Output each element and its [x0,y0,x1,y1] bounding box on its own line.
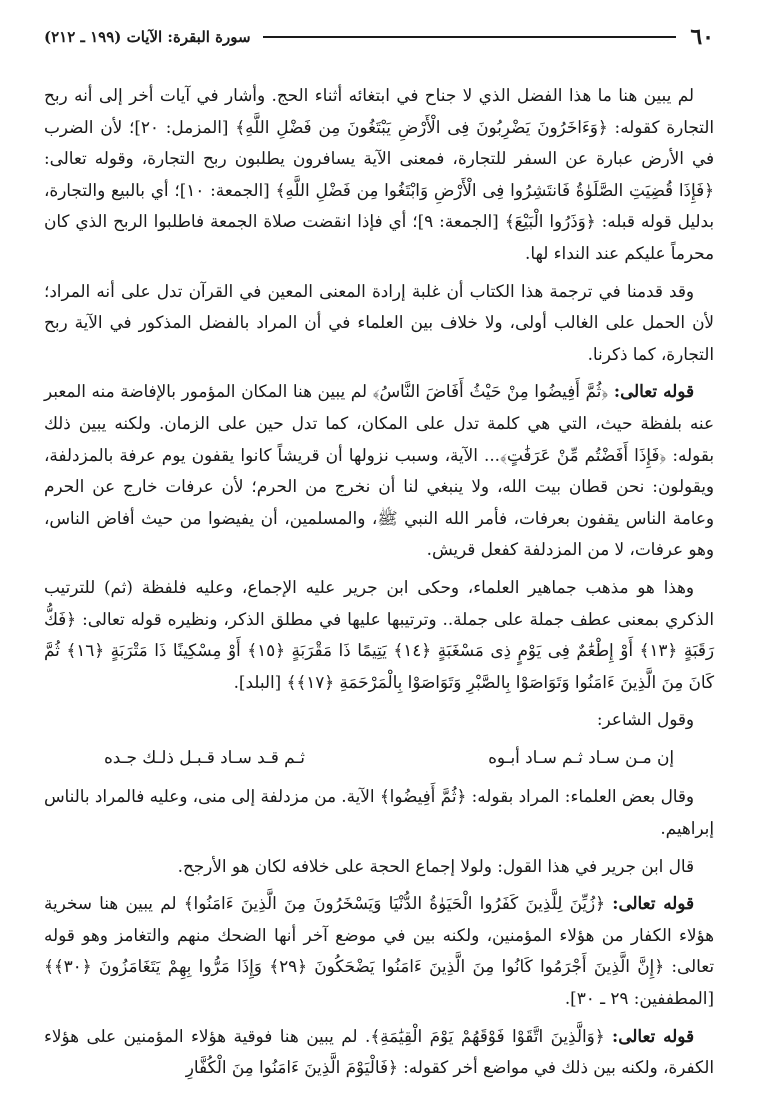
paragraph-4 [44,572,714,698]
running-title: سورة البقرة: الآيات (١٩٩ ـ ٢١٢) [44,28,251,46]
poem-first-hemistich: إن مـن سـاد ثـم سـاد أبـوه [488,746,674,767]
paragraph-lead: قوله تعالى: [612,1025,694,1046]
paragraph-1 [44,80,714,270]
poem-intro [44,704,714,736]
paragraph-2 [44,276,714,371]
paragraph-7 [44,888,714,1014]
paragraph-text: وقد قدمنا في ترجمة هذا الكتاب أن غلبة إرادة المعنى المعين في القرآن تدل على أنه المراد؛ لأن الحمل على الغالب أولى، ولا خلاف بين العلماء في أن المراد بالفضل المذكور في الآية ربح التجارة، كما ذكرنا. [44,280,714,364]
paragraph-text: وقول الشاعر: [596,709,694,730]
paragraph-5 [44,781,714,844]
paragraph-8 [44,1021,714,1084]
page-number: ٦٠ [690,24,714,50]
paragraph-text: ﴿زُيِّنَ لِلَّذِينَ كَفَرُوا الْحَيَوٰةُ الدُّنْيَا وَيَسْخَرُونَ مِنَ الَّذِينَ ءَامَنُوا﴾ لم يبين هنا سخرية هؤلاء الكفار من هؤلاء المؤمنين، ولكنه بين في موضع آخر أنها الضحك منهم والتغامز وهو قوله تعالى: ﴿إِنَّ الَّذِينَ أَجْرَمُوا كَانُوا مِنَ الَّذِينَ ءَامَنُوا يَضْحَكُونَ ﴿٢٩﴾ وَإِذَا مَرُّوا بِهِمْ يَتَغَامَزُونَ ﴿٣٠﴾﴾ [المطففين: ٢٩ ـ ٣٠]. [44,893,715,1009]
paragraph-text: ﴿وَالَّذِينَ اتَّقَوْا فَوْقَهُمْ يَوْمَ الْقِيَٰمَةِ﴾. لم يبين هنا فوقية هؤلاء المؤمنين على هؤلاء الكفرة، ولكنه بين ذلك في مواضع أخر كقوله: ﴿فَالْيَوْمَ الَّذِينَ ءَامَنُوا مِنَ الْكُفَّارِ [44,1025,714,1078]
page-header [44,22,714,52]
poem-verse [44,742,714,774]
paragraph-text: وقال بعض العلماء: المراد بقوله: ﴿ثُمَّ أَفِيضُوا﴾ الآية. من مزدلفة إلى منى، وعليه فالمراد بالناس إبراهيم. [44,786,714,839]
header-rule [263,36,677,38]
paragraph-3 [44,376,714,566]
book-page [44,22,714,1090]
paragraph-text: لم يبين هنا ما هذا الفضل الذي لا جناح في ابتغائه أثناء الحج. وأشار في آيات أخر إلى أنه ربح التجارة كقوله: ﴿وَءَاخَرُونَ يَضْرِبُونَ فِى الْأَرْضِ يَبْتَغُونَ مِن فَضْلِ اللَّهِ﴾ [المزمل: ٢٠]؛ لأن الضرب في الأرض عبارة عن السفر للتجارة، فمعنى الآية يسافرون يطلبون ربح التجارة، وقوله تعالى: ﴿فَإِذَا قُضِيَتِ الصَّلَوٰةُ فَانتَشِرُوا فِى الْأَرْضِ وَابْتَغُوا مِن فَضْلِ اللَّهِ﴾ [الجمعة: ١٠]؛ أي بالبيع والتجارة، بدليل قوله قبله: ﴿وَذَرُوا الْبَيْعَ﴾ [الجمعة: ٩]؛ أي فإذا انقضت صلاة الجمعة فاطلبوا الربح الذي كان محرماً عليكم عند النداء لها. [44,85,714,263]
paragraph-lead: قوله تعالى: [612,893,694,914]
paragraph-6 [44,851,714,883]
poem-second-hemistich: ثـم قـد سـاد قـبـل ذلـك جـده [104,746,305,767]
paragraph-text: قال ابن جرير في هذا القول: ولولا إجماع الحجة على خلافه لكان هو الأرجح. [177,855,694,876]
paragraph-text: وهذا هو مذهب جماهير العلماء، وحكى ابن جرير عليه الإجماع، وعليه فلفظة (ثم) للترتيب الذكري بمعنى عطف جملة على جملة.. وترتيبها عليها في مطلق الذكر، ونظيره قوله تعالى: ﴿فَكُّ رَقَبَةٍ ﴿١٣﴾ أَوْ إِطْعَٰمٌ فِى يَوْمٍ ذِى مَسْغَبَةٍ ﴿١٤﴾ يَتِيمًا ذَا مَقْرَبَةٍ ﴿١٥﴾ أَوْ مِسْكِينًا ذَا مَتْرَبَةٍ ﴿١٦﴾ ثُمَّ كَانَ مِنَ الَّذِينَ ءَامَنُوا وَتَوَاصَوْا بِالصَّبْرِ وَتَوَاصَوْا بِالْمَرْحَمَةِ ﴿١٧﴾﴾ [البلد]. [44,576,715,692]
paragraph-lead: قوله تعالى: [613,381,694,402]
paragraph-text: ﴿ثُمَّ أَفِيضُوا مِنْ حَيْثُ أَفَاضَ النَّاسُ﴾ لم يبين هنا المكان المؤمور بالإفاضة منه المعبر عنه بلفظة حيث، التي هي كلمة تدل على المكان، كما تدل حين على الزمان. ولكنه يبين ذلك بقوله: ﴿فَإِذَا أَفَضْتُم مِّنْ عَرَفَٰتٍ﴾... الآية، وسبب نزولها أن قريشاً كانوا يقفون يوم عرفة بالمزدلفة، ويقولون: نحن قطان بيت الله، ولا ينبغي لنا أن نخرج من الحرم؛ لأن عرفات خارج عن الحرم وعامة الناس يقفون بعرفات، فأمر الله النبي ﷺ، والمسلمين، أن يفيضوا من حيث أفاض الناس، وهو عرفات، لا من المزدلفة كفعل قريش. [44,381,714,560]
page-body [44,80,714,1084]
